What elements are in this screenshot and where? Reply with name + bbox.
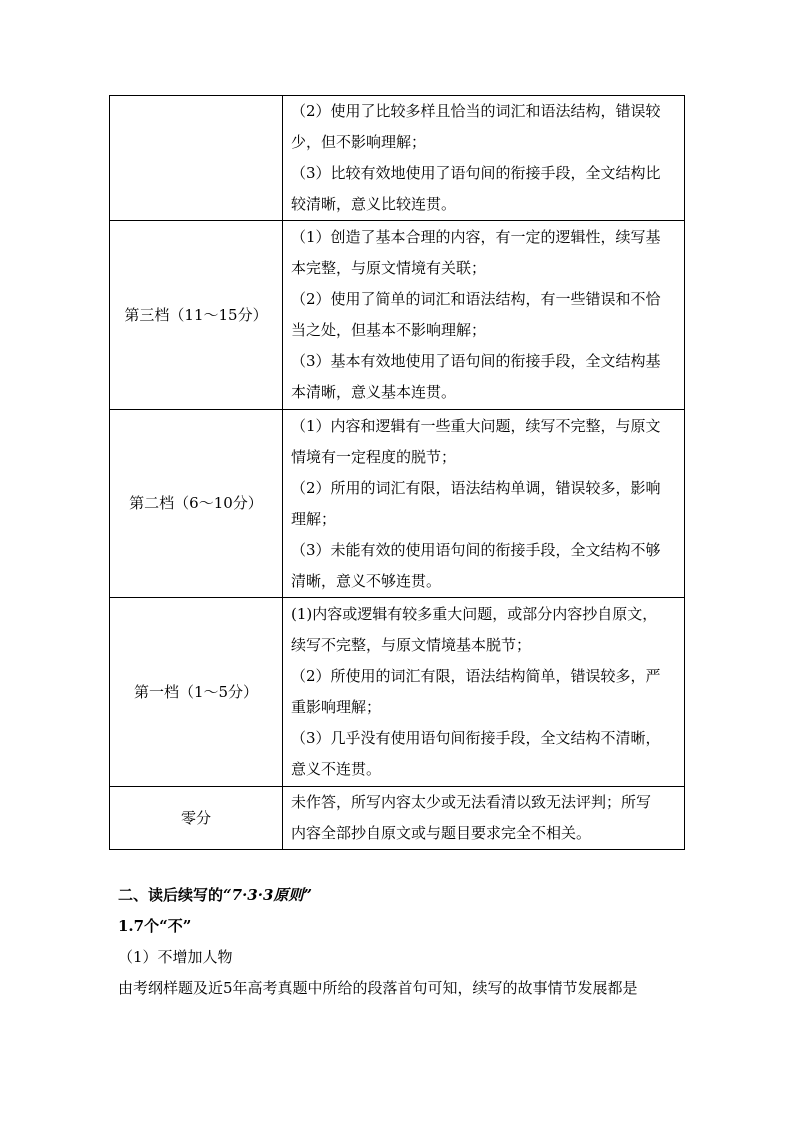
sub-heading: 1.7个“不”: [118, 917, 192, 935]
level-cell: 第二档（6～10分）: [110, 410, 283, 598]
section-heading: [118, 885, 312, 905]
level-cell: 第三档（11～15分）: [110, 221, 283, 410]
criteria-cell: [283, 787, 685, 850]
table-row: [110, 410, 685, 598]
criteria-line: 清晰，意义不够连贯。: [291, 571, 442, 590]
criteria-line: 情境有一定程度的脱节；: [291, 447, 457, 466]
criteria-line: （2）所用的词汇有限，语法结构单调，错误较多，影响: [291, 478, 661, 497]
body-paragraph: 由考纲样题及近5年高考真题中所给的段落首句可知，续写的故事情节发展都是: [118, 979, 638, 997]
criteria-line: （3）几乎没有使用语句间衔接手段，全文结构不清晰，: [291, 729, 661, 747]
criteria-line: （2）使用了比较多样且恰当的词汇和语法结构，错误较: [291, 102, 661, 120]
criteria-line: 未作答，所写内容太少或无法看清以致无法评判；所写: [291, 793, 652, 811]
criteria-line: 当之处，但基本不影响理解；: [291, 321, 487, 339]
criteria-line: （1）内容和逻辑有一些重大问题，续写不完整，与原文: [291, 416, 661, 435]
criteria-line: 较清晰，意义比较连贯。: [291, 195, 457, 213]
criteria-line: （2）使用了简单的词汇和语法结构，有一些错误和不恰: [291, 290, 661, 308]
criteria-line: 续写不完整，与原文情境基本脱节；: [291, 636, 532, 654]
table-row: [110, 96, 685, 221]
criteria-line: 重影响理解；: [291, 698, 382, 716]
criteria-cell: [283, 221, 685, 410]
table-row: [110, 221, 685, 410]
level-cell: 第一档（1～5分）: [110, 598, 283, 787]
criteria-line: （3）比较有效地使用了语句间的衔接手段，全文结构比: [291, 164, 661, 182]
criteria-cell: [283, 598, 685, 787]
section-heading-quote: “7·3·3原则”: [223, 886, 313, 904]
criteria-cell: [283, 96, 685, 221]
criteria-line: 本清晰，意义基本连贯。: [291, 383, 457, 401]
criteria-line: 本完整，与原文情境有关联；: [291, 259, 487, 277]
table-row: [110, 598, 685, 787]
criteria-line: （3）未能有效的使用语句间的衔接手段，全文结构不够: [291, 540, 661, 559]
criteria-cell: [283, 410, 685, 598]
criteria-line: (1)内容或逻辑有较多重大问题，或部分内容抄自原文，: [291, 605, 658, 623]
section-heading-text: 二、读后续写的: [118, 886, 224, 904]
criteria-line: （1）创造了基本合理的内容，有一定的逻辑性，续写基: [291, 228, 661, 246]
level-cell: [110, 96, 283, 221]
criteria-line: （2）所使用的词汇有限，语法结构简单，错误较多，严: [291, 667, 661, 685]
table-row: [110, 787, 685, 850]
criteria-line: 意义不连贯。: [291, 760, 382, 778]
criteria-line: 少，但不影响理解；: [291, 133, 427, 151]
criteria-line: 内容全部抄自原文或与题目要求完全不相关。: [291, 824, 592, 842]
criteria-line: 理解；: [291, 509, 337, 528]
level-cell: 零分: [110, 787, 283, 850]
criteria-line: （3）基本有效地使用了语句间的衔接手段，全文结构基: [291, 352, 661, 370]
list-item: （1）不增加人物: [118, 948, 233, 966]
grading-table: [109, 95, 685, 850]
